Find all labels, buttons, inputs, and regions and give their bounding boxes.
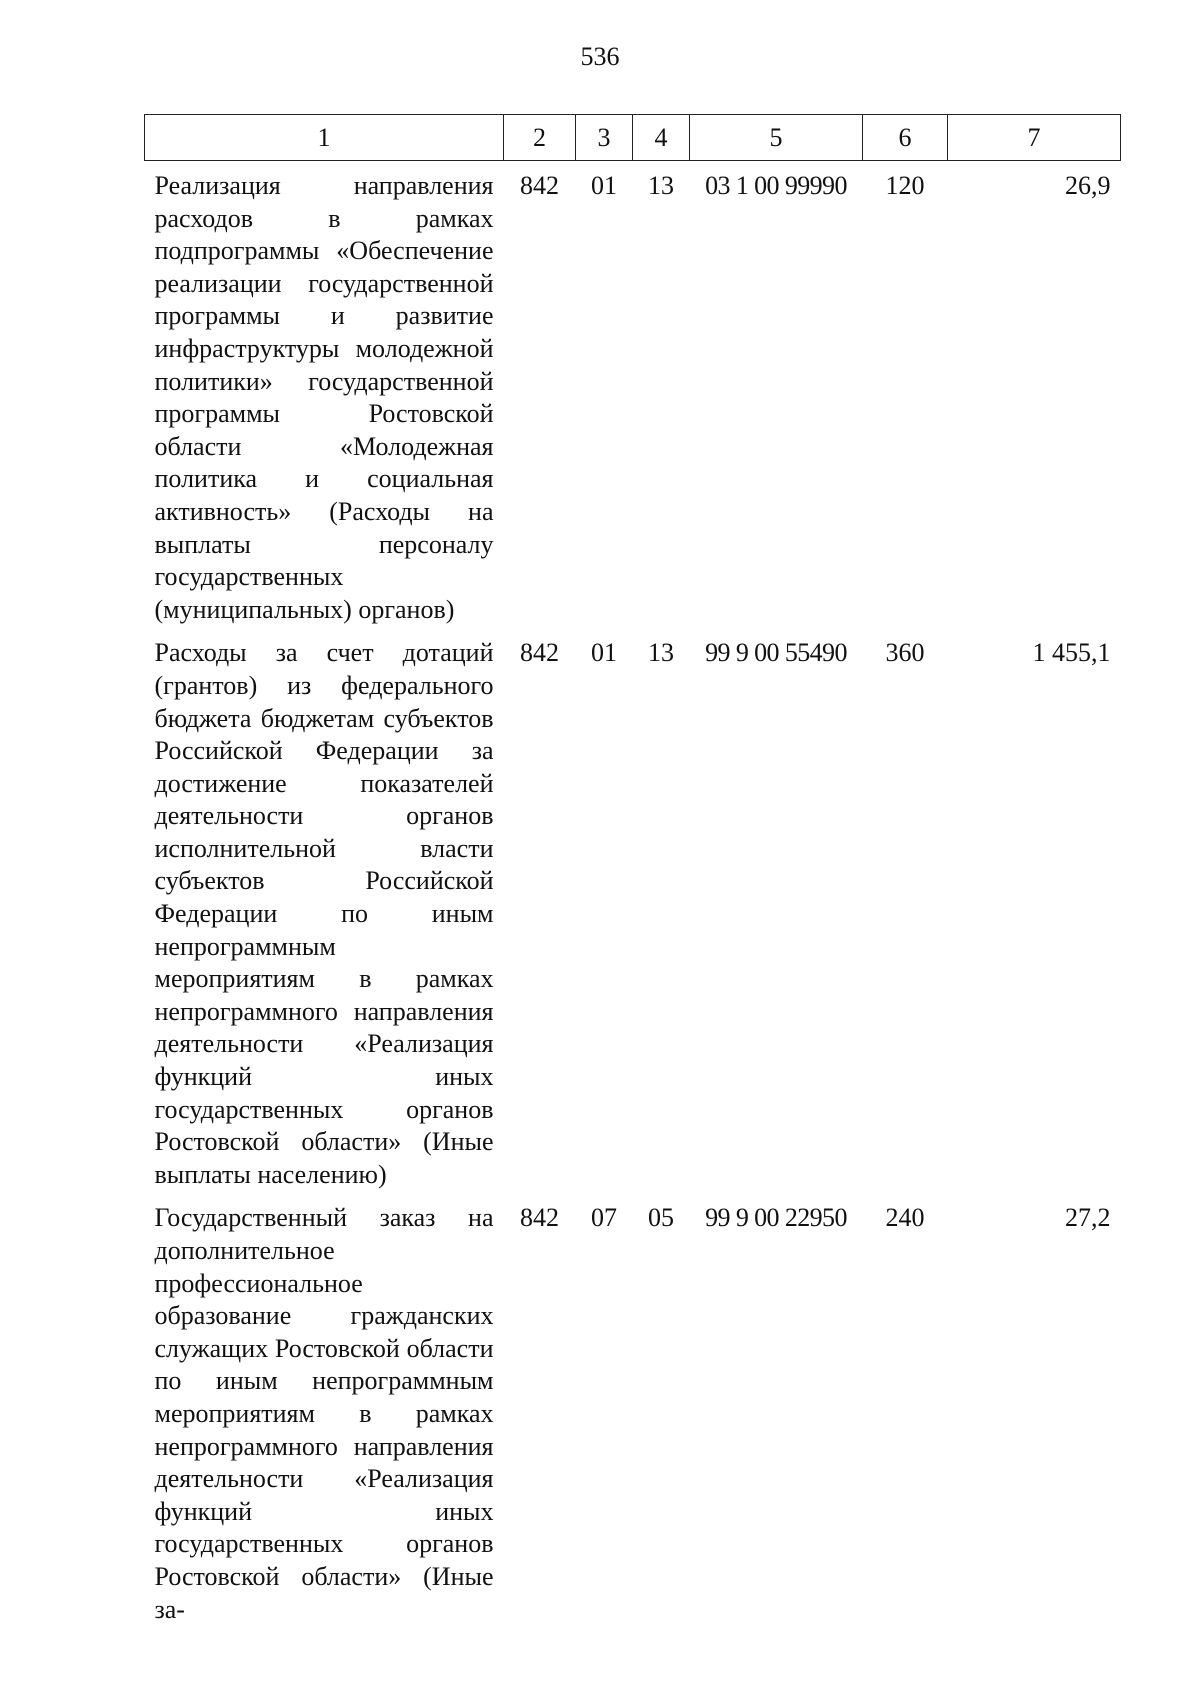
row-expense-type: 360	[885, 638, 925, 668]
header-row	[145, 115, 1121, 161]
row-target-article: 99 9 00 55490	[705, 638, 847, 668]
header-col-1: 1	[145, 115, 504, 161]
header-col-6: 6	[863, 115, 948, 161]
header-col-7: 7	[948, 115, 1121, 161]
row-amount: 27,2	[1065, 1203, 1111, 1233]
row-amount: 1 455,1	[1032, 638, 1111, 668]
row-description: Реализация направления расходов в рамках подпрограммы «Обеспечение реализации государственной программы и развитие инфраструктуры молодежной политики» государственной программы Ростовской области «Молодежная политика и социальная активность» (Расходы на выплаты персоналу государственных (муниципальных) органов)	[154, 171, 494, 624]
row-expense-type: 240	[885, 1203, 925, 1233]
row-section-code: 01	[591, 638, 617, 668]
row-target-article: 03 1 00 99990	[705, 171, 847, 200]
row-subsection-code: 13	[648, 638, 674, 668]
table-row	[145, 161, 1121, 629]
row-section-code: 01	[591, 171, 617, 200]
row-amount: 26,9	[1065, 171, 1111, 200]
header-col-2: 2	[504, 115, 576, 161]
budget-table	[144, 114, 1121, 1628]
row-description: Государственный заказ на дополнительное профессиональное образование гражданских служащих Ростовской области по иным непрограммным мероприятиям в рамках непрограммного направления деятельности «Реализация функций иных государственных органов Ростовской области» (Иные за-	[154, 1203, 494, 1624]
row-ministry-code: 842	[520, 638, 559, 668]
row-ministry-code: 842	[520, 1203, 559, 1233]
table-row	[145, 1193, 1121, 1628]
row-subsection-code: 13	[648, 171, 674, 200]
table-header	[145, 115, 1121, 161]
row-ministry-code: 842	[520, 171, 559, 200]
table-body	[145, 161, 1121, 1629]
row-subsection-code: 05	[648, 1203, 674, 1233]
row-description: Расходы за счет дотаций (грантов) из федерального бюджета бюджетам субъектов Российской Федерации за достижение показателей деятельности органов исполнительной власти субъектов Российской Федерации по иным непрограммным мероприятиям в рамках непрограммного направления деятельности «Реализация функций иных государственных органов Ростовской области» (Иные выплаты населению)	[154, 638, 494, 1189]
table-row	[145, 628, 1121, 1193]
header-col-3: 3	[576, 115, 633, 161]
row-expense-type: 120	[885, 171, 925, 200]
row-section-code: 07	[591, 1203, 617, 1233]
row-target-article: 99 9 00 22950	[705, 1203, 847, 1233]
header-col-5: 5	[690, 115, 863, 161]
header-col-4: 4	[633, 115, 690, 161]
page-number: 536	[580, 42, 620, 71]
